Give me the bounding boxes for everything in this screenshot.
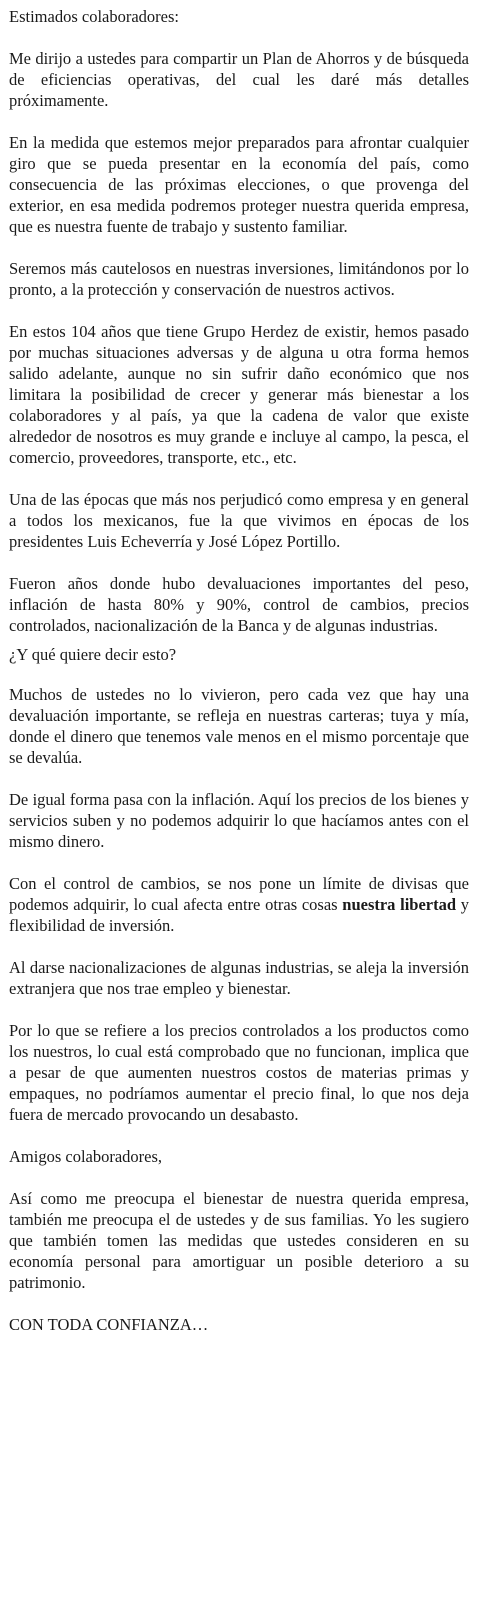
paragraph-salutation: Amigos colaboradores, xyxy=(9,1147,163,1166)
paragraph-hard-times: Una de las épocas que más nos perjudicó como empresa y en general a todos los mexicanos, fue la que vivimos en épocas de los presidentes Luis Echeverría y José López Portillo. xyxy=(9,490,469,551)
paragraph-price-controls: Por lo que se refiere a los precios controlados a los productos como los nuestros, lo cual está comprobado que no funcionan, implica que a pesar de que aumenten nuestros costos de materias primas y empaques, no podríamos aumentar el precio final, lo que nos deja fuera de mercado provocando un desabasto. xyxy=(9,1021,469,1124)
paragraph-preparation: En la medida que estemos mejor preparados para afrontar cualquier giro que se pueda presentar en la economía del país, como consecuencia de las próximas elecciones, o que provenga del exterior, en esa medida podremos proteger nuestra querida empresa, que es nuestra fuente de trabajo y sustento familiar. xyxy=(9,133,469,236)
paragraph-question: ¿Y qué quiere decir esto? xyxy=(9,645,177,664)
paragraph-devaluation-effect: Muchos de ustedes no lo vivieron, pero cada vez que hay una devaluación importante, se refleja en nuestras carteras; tuya y mía, donde el dinero que tenemos vale menos en el mismo porcentaje que se devalúa. xyxy=(9,685,469,767)
paragraph-personal-advice: Así como me preocupa el bienestar de nuestra querida empresa, también me preocupa el de ustedes y de sus familias. Yo les sugiero que también tomen las medidas que ustedes consideren en su economía personal para amortiguar un posible deterioro a su patrimonio. xyxy=(9,1189,469,1292)
paragraph-savings-plan: Me dirijo a ustedes para compartir un Plan de Ahorros y de búsqueda de eficiencias operativas, del cual les daré más detalles próximamente. xyxy=(9,49,469,110)
letter-body xyxy=(9,6,469,1335)
exchange-control-emphasis: nuestra libertad xyxy=(342,895,457,914)
exchange-control-text-start: Con el control de cambios, se nos pone un límite de divisas que podemos adquirir, lo cual afecta entre otras cosas xyxy=(9,874,469,914)
paragraph-company-history: En estos 104 años que tiene Grupo Herdez de existir, hemos pasado por muchas situaciones adversas y de alguna u otra forma hemos salido adelante, aunque no sin sufrir daño económico que nos limitara la posibilidad de crecer y generar más bienestar a los colaboradores y al país, ya que la cadena de valor que existe alrededor de nosotros es muy grande e incluye al campo, la pesca, el comercio, proveedores, transporte, etc., etc. xyxy=(9,322,469,467)
letter-closing: CON TODA CONFIANZA… xyxy=(9,1315,209,1334)
paragraph-investments: Seremos más cautelosos en nuestras inversiones, limitándonos por lo pronto, a la protección y conservación de nuestros activos. xyxy=(9,259,469,299)
paragraph-exchange-control xyxy=(9,873,469,936)
letter-greeting: Estimados colaboradores: xyxy=(9,7,179,26)
paragraph-nationalization: Al darse nacionalizaciones de algunas industrias, se aleja la inversión extranjera que nos trae empleo y bienestar. xyxy=(9,958,469,998)
exchange-control-text-end: y flexibilidad de inversión. xyxy=(9,895,469,935)
paragraph-devaluations: Fueron años donde hubo devaluaciones importantes del peso, inflación de hasta 80% y 90%, control de cambios, precios controlados, nacionalización de la Banca y de algunas industrias. xyxy=(9,574,469,635)
paragraph-inflation: De igual forma pasa con la inflación. Aquí los precios de los bienes y servicios suben y no podemos adquirir lo que hacíamos antes con el mismo dinero. xyxy=(9,790,469,851)
